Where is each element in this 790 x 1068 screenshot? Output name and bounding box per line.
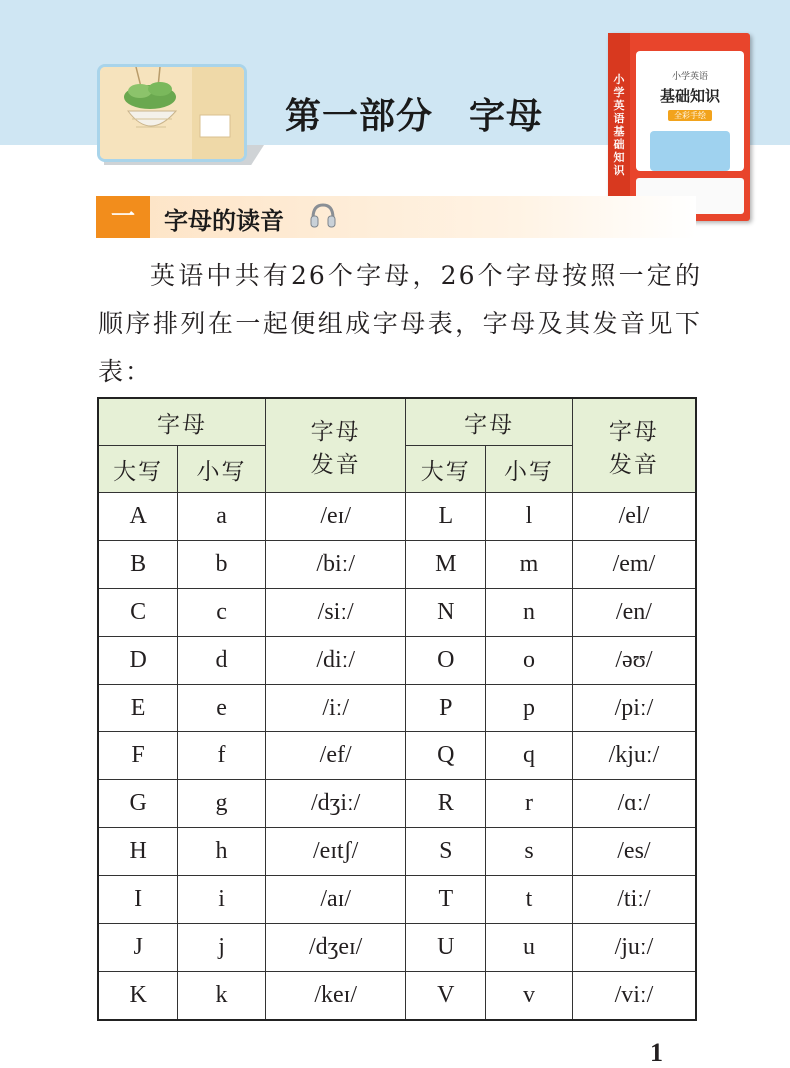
upper-letter: Q [406,732,486,780]
upper-letter: P [406,684,486,732]
part-title-part: 第一部分 [285,96,434,137]
lower-letter: l [486,493,573,541]
upper-letter: C [98,588,178,636]
pronunciation: /ɑː/ [572,780,696,828]
lower-letter: j [178,924,266,972]
lower-letter: v [486,971,573,1019]
part-title-topic: 字母 [469,96,544,137]
pronunciation: /es/ [572,828,696,876]
pronunciation: /dʒeɪ/ [265,924,406,972]
pronunciation: /eɪtʃ/ [265,828,406,876]
upper-letter: K [98,971,178,1019]
table-row [98,636,696,684]
upper-letter: T [406,876,486,924]
upper-letter: G [98,780,178,828]
lower-letter: m [486,540,573,588]
book-title: 基础知识 [659,87,720,105]
upper-letter: I [98,876,178,924]
pronunciation: /viː/ [572,971,696,1019]
table-row [98,493,696,541]
pronunciation: /eɪ/ [265,493,406,541]
lower-letter: e [178,684,266,732]
lower-letter: t [486,876,573,924]
lower-letter: k [178,971,266,1019]
pronunciation: /juː/ [572,924,696,972]
lower-letter: o [486,636,573,684]
alphabet-table [97,397,697,1021]
lower-letter: r [486,780,573,828]
pronunciation: /iː/ [265,684,406,732]
upper-letter: O [406,636,486,684]
upper-letter: V [406,971,486,1019]
book-illustration [650,131,730,171]
lower-letter: a [178,493,266,541]
upper-letter: E [98,684,178,732]
pronunciation: /en/ [572,588,696,636]
table-row [98,540,696,588]
upper-letter: D [98,636,178,684]
pronunciation: /diː/ [265,636,406,684]
hanging-plant-illustration [97,64,247,162]
lower-letter: f [178,732,266,780]
headphones-icon[interactable] [308,200,338,230]
book-face [636,51,744,171]
pronunciation: /el/ [572,493,696,541]
lower-letter: g [178,780,266,828]
lower-letter: i [178,876,266,924]
table-row [98,588,696,636]
book-subtitle: 小学英语 [671,72,708,82]
pronunciation: /biː/ [265,540,406,588]
upper-letter: B [98,540,178,588]
pronunciation: /piː/ [572,684,696,732]
header-sound-right-line1: 字母 [608,418,659,445]
upper-letter: R [406,780,486,828]
part-title [285,88,543,139]
upper-letter: F [98,732,178,780]
upper-letter: J [98,924,178,972]
upper-letter: A [98,493,178,541]
table-row [98,924,696,972]
header-upper-right: 大写 [406,446,486,493]
lower-letter: c [178,588,266,636]
upper-letter: L [406,493,486,541]
header-upper-left: 大写 [98,446,178,493]
lower-letter: u [486,924,573,972]
table-row [98,971,696,1019]
upper-letter: N [406,588,486,636]
section-title: 字母的读音 [164,207,284,235]
header-lower-right: 小写 [486,446,573,493]
upper-letter: H [98,828,178,876]
upper-letter: U [406,924,486,972]
header-sound-left-line1: 字母 [310,418,361,445]
header-sound-left [265,398,406,493]
pronunciation: /dʒiː/ [265,780,406,828]
pronunciation: /ef/ [265,732,406,780]
lower-letter: s [486,828,573,876]
upper-letter: S [406,828,486,876]
header-sound-right-line2: 发音 [608,451,659,478]
pronunciation: /tiː/ [572,876,696,924]
upper-letter: M [406,540,486,588]
book-spine-text: 小学英语基础知识 [613,73,625,177]
book-cover-image [608,33,750,221]
header-letter-group-right: 字母 [406,398,572,446]
pronunciation: /kjuː/ [572,732,696,780]
table-row [98,684,696,732]
header-letter-group-left: 字母 [98,398,265,446]
lower-letter: n [486,588,573,636]
intro-paragraph: 英语中共有26个字母，26个字母按照一定的顺序排列在一起便组成字母表，字母及其发音见下表： [98,261,702,386]
header-lower-left: 小写 [178,446,266,493]
book-badge: 全彩手绘 [668,110,712,121]
lower-letter: h [178,828,266,876]
lower-letter: d [178,636,266,684]
lower-letter: p [486,684,573,732]
lower-letter: b [178,540,266,588]
pronunciation: /əʊ/ [572,636,696,684]
pronunciation: /keɪ/ [265,971,406,1019]
table-row [98,876,696,924]
lower-letter: q [486,732,573,780]
pronunciation: /em/ [572,540,696,588]
header-sound-right [572,398,696,493]
page-number: 1 [650,1038,663,1067]
pronunciation: /aɪ/ [265,876,406,924]
table-row [98,732,696,780]
header-sound-left-line2: 发音 [310,451,361,478]
pronunciation: /siː/ [265,588,406,636]
table-row [98,828,696,876]
table-row [98,780,696,828]
section-number: 一 [96,196,150,238]
